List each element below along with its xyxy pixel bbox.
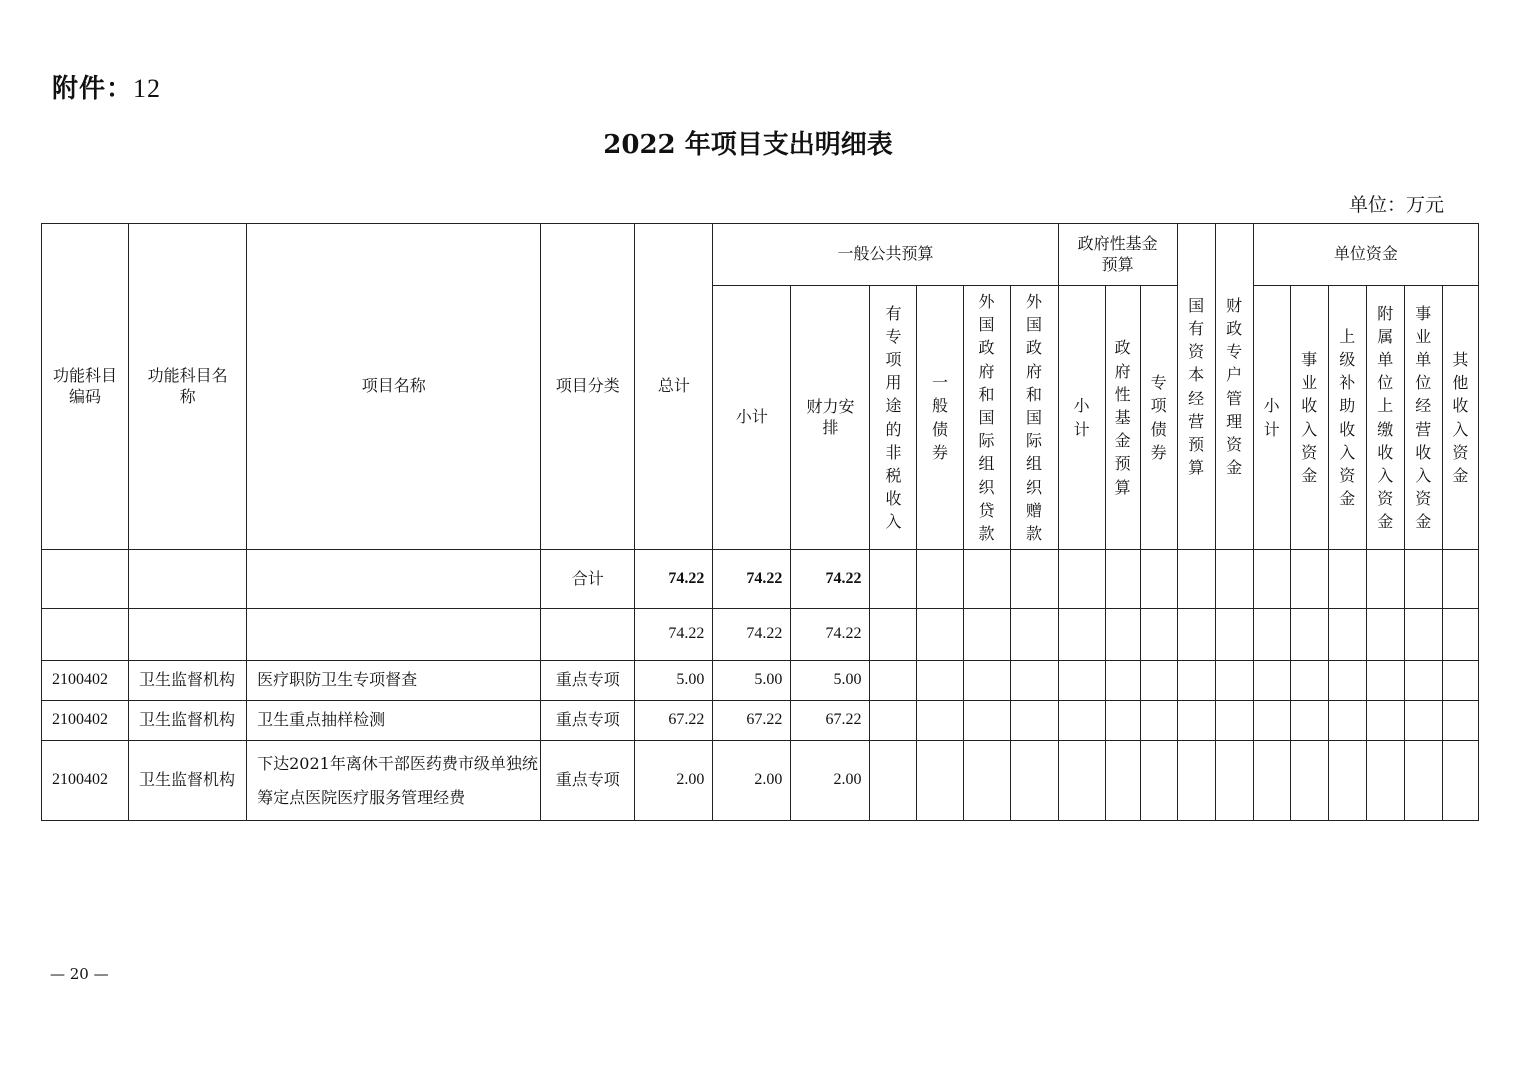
header-code: 功能科目编码 (42, 224, 129, 550)
attachment-label (52, 68, 161, 105)
page-title: 2022 年项目支出明细表 (603, 130, 893, 160)
group-row (42, 609, 1479, 661)
header-gb-loan-text: 外国政府和国际组织贷款 (978, 292, 995, 543)
row-category: 重点专项 (541, 701, 635, 741)
header-gb-nontax-text: 有专项用途的非税收入 (885, 303, 902, 532)
row-fiscal: 2.00 (791, 741, 870, 821)
header-uf-subtotal-text: 小计 (1263, 396, 1280, 439)
header-unit-funds: 单位资金 (1253, 224, 1478, 286)
row-total: 5.00 (635, 661, 713, 701)
header-gb-nontax (870, 286, 917, 550)
row-fiscal: 67.22 (791, 701, 870, 741)
header-gf-subtotal (1058, 286, 1105, 550)
header-gf-bond-text: 专项债券 (1150, 373, 1167, 462)
table-row (42, 701, 1479, 741)
total-row-total: 74.22 (635, 550, 713, 609)
row-subtotal: 2.00 (713, 741, 791, 821)
header-uf-affiliate (1366, 286, 1404, 550)
group-row-fiscal: 74.22 (791, 609, 870, 661)
row-project: 医疗职防卫生专项督查 (247, 661, 541, 701)
header-general-budget: 一般公共预算 (713, 224, 1058, 286)
row-name: 卫生监督机构 (129, 701, 247, 741)
header-gb-loan (963, 286, 1010, 550)
header-gf-bond (1140, 286, 1177, 550)
attachment-prefix: 附件： (52, 74, 134, 104)
header-state-capital-text: 国有资本经营预算 (1188, 295, 1205, 478)
header-gb-bond (917, 286, 963, 550)
header-gb-bond-text: 一般债券 (931, 373, 948, 462)
group-row-total: 74.22 (635, 609, 713, 661)
header-category: 项目分类 (541, 224, 635, 550)
header-name: 功能科目名称 (129, 224, 247, 550)
row-fiscal: 5.00 (791, 661, 870, 701)
header-gb-fiscal: 财力安排 (791, 286, 870, 550)
total-row-subtotal: 74.22 (713, 550, 791, 609)
header-uf-other (1442, 286, 1478, 550)
header-gb-donation (1010, 286, 1058, 550)
row-category: 重点专项 (541, 741, 635, 821)
expenditure-table (41, 223, 1479, 821)
attachment-number: 12 (133, 74, 162, 103)
header-uf-operation (1404, 286, 1442, 550)
header-gb-donation-text: 外国政府和国际组织赠款 (1026, 292, 1043, 543)
header-uf-affiliate-text: 附属单位上缴收入资金 (1377, 303, 1394, 532)
total-row-fiscal: 74.22 (791, 550, 870, 609)
header-uf-subsidy-text: 上级补助收入资金 (1339, 326, 1356, 509)
unit-label: 单位：万元 (1348, 194, 1444, 216)
header-gf-budget (1105, 286, 1140, 550)
header-fiscal-account-text: 财政专户管理资金 (1226, 295, 1243, 478)
row-category: 重点专项 (541, 661, 635, 701)
total-row (42, 550, 1479, 609)
header-uf-business (1290, 286, 1328, 550)
header-gf-budget-text: 政府性基金预算 (1114, 338, 1131, 497)
header-total: 总计 (635, 224, 713, 550)
header-gb-subtotal: 小计 (713, 286, 791, 550)
table-row (42, 661, 1479, 701)
header-uf-subtotal (1253, 286, 1290, 550)
row-name: 卫生监督机构 (129, 661, 247, 701)
row-code: 2100402 (42, 661, 129, 701)
row-project: 下达2021年离休干部医药费市级单独统筹定点医院医疗服务管理经费 (247, 741, 541, 821)
row-total: 2.00 (635, 741, 713, 821)
header-uf-operation-text: 事业单位经营收入资金 (1415, 303, 1432, 532)
row-project: 卫生重点抽样检测 (247, 701, 541, 741)
row-total: 67.22 (635, 701, 713, 741)
table-row (42, 741, 1479, 821)
group-row-subtotal: 74.22 (713, 609, 791, 661)
total-row-label: 合计 (541, 550, 635, 609)
row-code: 2100402 (42, 741, 129, 821)
header-state-capital (1177, 224, 1215, 550)
header-uf-other-text: 其他收入资金 (1452, 349, 1469, 485)
row-code: 2100402 (42, 701, 129, 741)
header-gf-subtotal-text: 小计 (1073, 396, 1090, 439)
header-project: 项目名称 (247, 224, 541, 550)
row-subtotal: 5.00 (713, 661, 791, 701)
header-uf-subsidy (1328, 286, 1366, 550)
row-name: 卫生监督机构 (129, 741, 247, 821)
row-subtotal: 67.22 (713, 701, 791, 741)
page-number: — 20 — (50, 965, 109, 983)
header-fiscal-account (1215, 224, 1253, 550)
header-uf-business-text: 事业收入资金 (1301, 349, 1318, 485)
header-gov-fund: 政府性基金预算 (1058, 224, 1177, 286)
